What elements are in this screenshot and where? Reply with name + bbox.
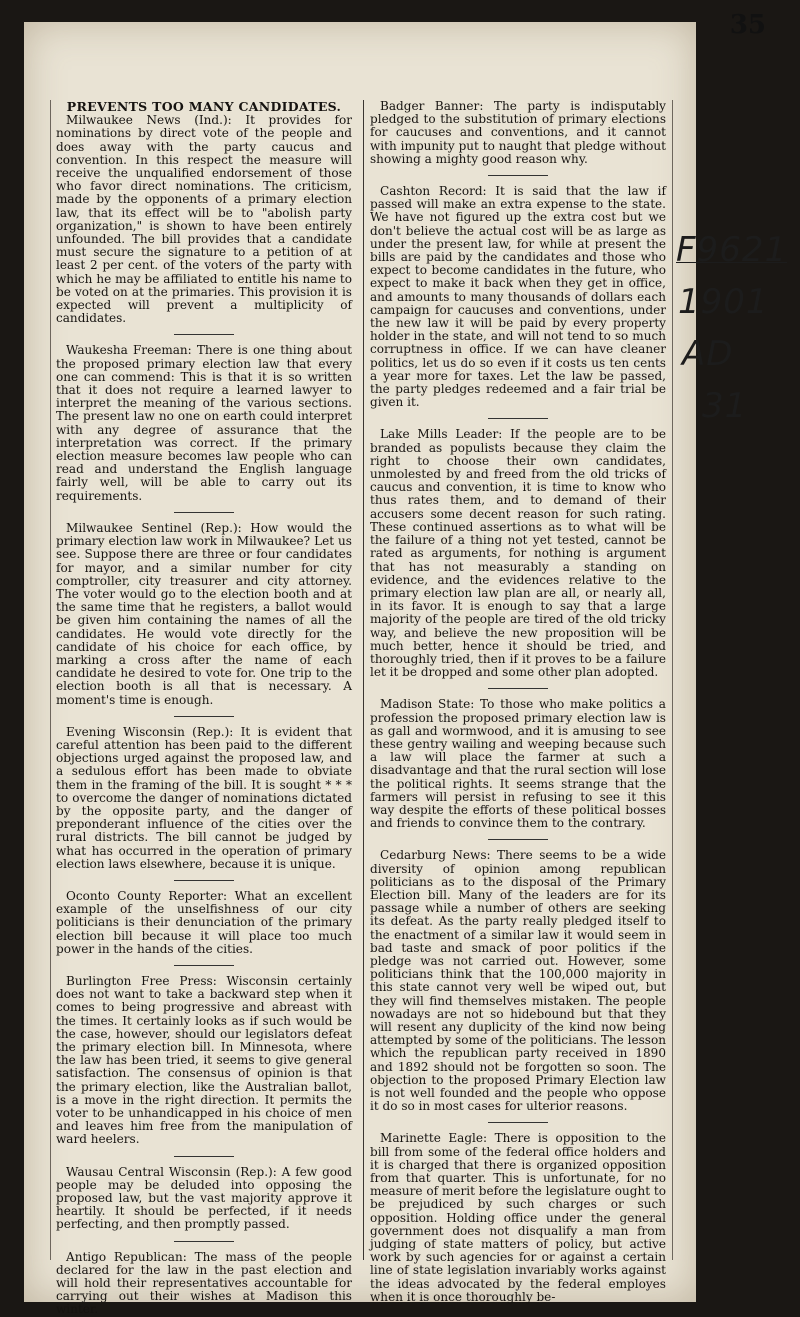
article-cashton-record bbox=[370, 185, 666, 409]
separator bbox=[488, 418, 548, 419]
right-border-rule bbox=[672, 100, 673, 1260]
headline: PREVENTS TOO MANY CANDIDATES. bbox=[66, 99, 342, 114]
separator bbox=[174, 880, 234, 881]
article-antigo-republican bbox=[56, 1251, 352, 1317]
separator bbox=[488, 839, 548, 840]
separator bbox=[174, 1156, 234, 1157]
article-oconto-county-reporter bbox=[56, 890, 352, 956]
article-text: Wausau Central Wisconsin (Rep.): A few good people may be deluded into opposing the proposed law, but the vast majority approve it heartily. It should be perfected, if it needs perfecting, and then promptly passed. bbox=[56, 1164, 352, 1232]
article-badger-banner bbox=[370, 100, 666, 166]
margin-note-ad: AD bbox=[682, 334, 734, 374]
column-divider bbox=[363, 100, 364, 1260]
separator bbox=[174, 512, 234, 513]
article-text: Waukesha Freeman: There is one thing about the proposed primary election law that every one can commend: This is that it is so written that it does not require a learned lawyer to interpret the meaning of the various sections. The present law no one on earth could interpret with any degree of assurance that the interpretation was correct. If the primary election measure becomes law people who can read and understand the English language fairly well, will be able to carry out its requirements. bbox=[56, 343, 352, 503]
article-text: Lake Mills Leader: If the people are to be branded as populists because they claim the right to choose their own candidates, unmolested by and freed from the old tricks of caucus and convention, it is time to know who thus rates them, and to demand of their accusers some decent reason for such rating. These continued assertions as to what will be the failure of a thing not yet tested, cannot be rated as arguments, for nothing is argument that has not measurably a standing on evidence, and the evidences relative to the primary election law plan are all, or nearly all, in its favor. It is enough to say that a large majority of the people are tired of the old tricky way, and believe the new proposition will be much better, hence it should be tried, and thoroughly tried, then if it proves to be a failure let it be dropped and some other plan adopted. bbox=[370, 427, 666, 680]
right-column bbox=[370, 100, 666, 1304]
separator bbox=[174, 965, 234, 966]
margin-note-number: 31 bbox=[702, 386, 748, 426]
article-text: Cedarburg News: There seems to be a wide diversity of opinion among republican politicians as to the disposal of the Primary Election bill. Many of the leaders are for its passage while a number of others are seeking its defeat. As the party really pledged itself to the enactment of a similar law it would seem in bad taste and smack of poor politics if the pledge was not carried out. However, some politicians think that the 100,000 majority in this state cannot very well be wiped out, but they will find themselves mistaken. The people nowadays are not so hidebound but that they will resent any duplicity of the kind now being attempted by some of the politicians. The lesson which the republican party received in 1890 and 1892 should not be forgotten so soon. The objection to the proposed Primary Election law is not well founded and the people who oppose it do so in most cases for ulterior reasons. bbox=[370, 848, 666, 1114]
separator bbox=[488, 688, 548, 689]
article-milwaukee-news bbox=[56, 114, 352, 325]
article-text: Marinette Eagle: There is opposition to the bill from some of the federal office holders and it is charged that there is organized opposition from that quarter. This is unfortunate, for no measure of merit before the legislature ought to be prejudiced by such charges or such opposition. Holding office under the general government does not disqualify a man from judging of state matters of policy, but active work by such agencies for or against a certain line of state legislation invariably works against the ideas advocated by the federal employes when it is once thoroughly be- bbox=[370, 1131, 666, 1304]
margin-note-year: 1901 bbox=[678, 282, 769, 322]
separator bbox=[488, 1122, 548, 1123]
article-text: Madison State: To those who make politics a profession the proposed primary election law is as gall and wormwood, and it is amusing to see these gentry wailing and weeping because such a law will place the farmer at such a disadvantage and that the rural section will lose the political rights. It seems strange that the farmers will persist in refusing to see it this way despite the efforts of these political bosses and friends to convince them to the contrary. bbox=[370, 697, 666, 831]
handwritten-margin-notes bbox=[676, 230, 786, 438]
left-column bbox=[56, 100, 352, 1317]
separator bbox=[488, 175, 548, 176]
article-text: Antigo Republican: The mass of the people declared for the law in the past election and will hold their representatives accountable for carrying out their wishes at Madison this winter. bbox=[56, 1249, 352, 1317]
article-text: Milwaukee News (Ind.): It provides for nominations by direct vote of the people and does away with the party caucus and convention. In this respect the measure will receive the unqualified endorsement of those who favor direct nominations. The criticism, made by the opponents of a primary election law, that its effect will be to "abolish party organization," is shown to have been entirely unfounded. The bill provides that a candidate must secure the signature to a petition of at least 2 per cent. of the voters of the party with which he may be affiliated to entitle his name to be voted on at the primaries. This provision it is expected will prevent a multiplicity of candidates. bbox=[56, 113, 352, 326]
margin-note-call-number: F9621 bbox=[676, 230, 788, 270]
article-text: Badger Banner: The party is indisputably pledged to the substitution of primary elections for caucuses and conventions, and it cannot with impunity put to naught that pledge without showing a mighty good reason why. bbox=[370, 99, 666, 166]
article-waukesha-freeman bbox=[56, 344, 352, 502]
left-border-rule bbox=[50, 100, 51, 1260]
page-number: 35 bbox=[729, 10, 766, 40]
separator bbox=[174, 716, 234, 717]
article-text: Oconto County Reporter: What an excellent example of the unselfishness of our city politicians is their denunciation of the primary election bill because it will place too much power in the hands of the cities. bbox=[56, 888, 352, 956]
article-marinette-eagle bbox=[370, 1132, 666, 1304]
article-text: Evening Wisconsin (Rep.): It is evident that careful attention has been paid to the different objections urged against the proposed law, and a sedulous effort has been made to obviate them in the framing of the bill. It is sought * * * to overcome the danger of nominations dictated by the opposite party, and the danger of preponderant influence of the cities over the rural districts. The bill cannot be judged by what has occurred in the operation of primary election laws elsewhere, because it is unique. bbox=[56, 724, 352, 871]
separator bbox=[174, 334, 234, 335]
separator bbox=[174, 1241, 234, 1242]
article-burlington-free-press bbox=[56, 975, 352, 1147]
article-text: Milwaukee Sentinel (Rep.): How would the primary election law work in Milwaukee? Let us see. Suppose there are three or four candidates for mayor, and a similar number for city comptroller, city treasurer and city attorney. The voter would go to the election booth and at the same time that he registers, a ballot would be given him containing the names of all the candidates. He would vote directly for the candidate of his choice for each office, by marking a cross after the name of each candidate he desired to vote for. One trip to the election booth is all that is necessary. A moment's time is enough. bbox=[56, 520, 352, 707]
article-evening-wisconsin bbox=[56, 726, 352, 871]
article-milwaukee-sentinel bbox=[56, 522, 352, 707]
article-lake-mills-leader bbox=[370, 428, 666, 679]
article-cedarburg-news bbox=[370, 849, 666, 1113]
article-wausau-central-wisconsin bbox=[56, 1166, 352, 1232]
article-text: Cashton Record: It is said that the law if passed will make an extra expense to the state. We have not figured up the extra cost but we don't believe the actual cost will be as large as under the present law, for while at present the bills are paid by the candidates and those who expect to become candidates in the future, who expect to make it back when they get in office, and amounts to many thousands of dollars each campaign for caucuses and conventions, under the new law it will be paid by every property holder in the state, and will not tend to so much corruptness in office. If we can have cleaner politics, let us do so even if it costs us ten cents a year more for taxes. Let the law be passed, the party pledges redeemed and a fair trial be given it. bbox=[370, 184, 666, 410]
article-text: Burlington Free Press: Wisconsin certainly does not want to take a backward step when it comes to being progressive and abreast with the times. It certainly looks as if such would be the case, however, should our legislators defeat the primary election bill. In Minnesota, where the law has been tried, it seems to give general satisfaction. The consensus of opinion is that the primary election, like the Australian ballot, is a move in the right direction. It permits the voter to be unhandicapped in his choice of men and leaves him free from the manipulation of ward heelers. bbox=[56, 973, 352, 1147]
article-madison-state bbox=[370, 698, 666, 830]
